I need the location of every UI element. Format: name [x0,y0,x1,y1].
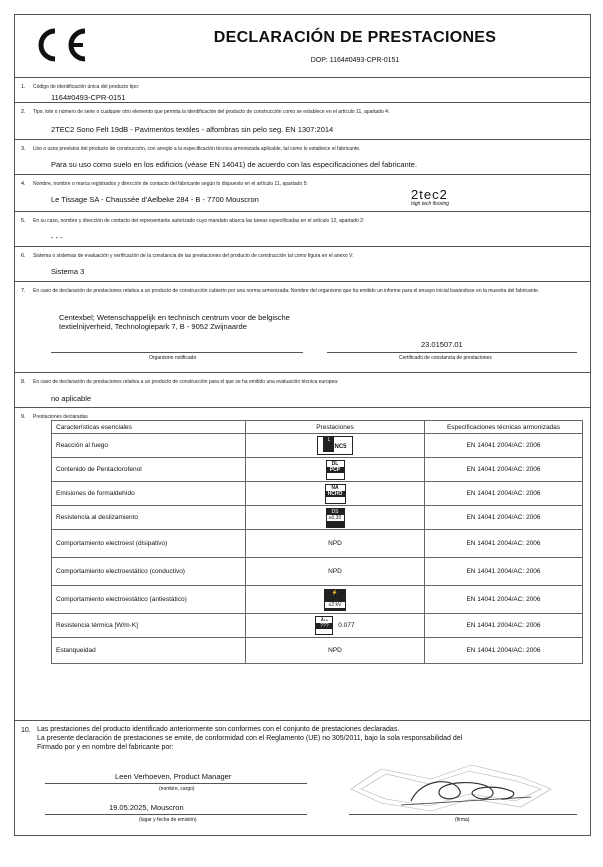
table-row [52,558,583,586]
characteristic: Emisiones de formaldehído [52,482,246,506]
table-header [52,421,583,434]
antistatic-pictogram-icon: ⚡ ≤2 kV [324,589,346,611]
avcp-system: Sistema 3 [51,267,85,276]
section-number: 9. [21,414,26,420]
section-4 [15,175,590,212]
conformity-statement: Las prestaciones del producto identificado anteriormente son conformes con el conjunto de prestaciones declaradas. [37,726,400,733]
signature-stamp-icon [341,759,561,819]
caption-place-date: (lugar y fecha de emisión) [139,817,197,823]
section-label: Nombre, nombre o marca registrados y dirección de contacto del fabricante según lo dispuesto en el artículo 11, apartado 5: [33,181,308,187]
formaldehyde-pictogram-icon [325,484,346,504]
characteristic: Resistencia al deslizamiento [52,506,246,530]
regulation-statement: La presente declaración de prestaciones se emite, de conformidad con el Reglamento (UE) no 305/2011, bajo la sola responsabilidad del [37,735,463,742]
table-row [52,458,583,482]
characteristic: Estanqueidad [52,638,246,664]
characteristic: Comportamiento electroestático (antiestático) [52,586,246,614]
divider [327,352,577,353]
column-header: Especificaciones técnicas armonizadas [425,421,583,434]
spec-cell: EN 14041 2004/AC: 2006 [425,506,583,530]
divider [51,352,303,353]
spec-cell: EN 14041 2004/AC: 2006 [425,638,583,664]
characteristic: Comportamiento electroest (disipativo) [52,530,246,558]
ce-mark-icon [31,25,91,65]
section-label: Prestaciones declaradas [33,414,88,420]
performance-cell: NPD [246,530,425,558]
table-row [52,586,583,614]
thermal-resistance-pictogram-icon [315,616,333,635]
authorized-representative: - - - [51,233,63,242]
slip-symbol: DS [331,508,339,515]
notified-body-line2: textielnijverheid, Technologiepark 7, B - 9052 Zwijnaarde [59,322,247,331]
performance-cell [246,506,425,530]
section-label: Tipo, lote o número de serie o cualquier otro elemento que permita la identificación del producto de construcción como se establece en el artículo 11, apartado 4: [33,109,390,115]
dop-number: DOP: 1164#0493-CPR-0151 [310,57,400,64]
section-number: 1. [21,84,26,90]
eta-value: no aplicable [51,394,92,403]
certificate-number: 23.01507.01 [421,340,463,349]
fire-class: NC5 [334,444,347,450]
section-2 [15,103,590,140]
pcp-pictogram-icon [326,460,345,480]
signed-by-statement: Firmado por y en nombre del fabricante por: [37,744,174,751]
header [15,15,590,78]
table-row [52,530,583,558]
section-number: 10. [21,727,31,734]
spec-cell: EN 14041 2004/AC: 2006 [425,530,583,558]
section-6 [15,247,590,282]
spec-cell: EN 14041 2004/AC: 2006 [425,586,583,614]
performance-cell [246,482,425,506]
characteristic: Comportamiento electroestático (conductivo) [52,558,246,586]
intended-use: Para su uso como suelo en los edificios (véase EN 14041) de acuerdo con las especificaciones del fabricante. [51,160,418,169]
performance-cell: NPD [246,638,425,664]
signer-name: Leen Verhoeven, Product Manager [115,772,232,781]
hcho-top: NA [331,484,339,491]
caption-signature: (firma) [455,817,470,823]
performance-cell [246,586,425,614]
section-8 [15,373,590,408]
lambda-symbol: λ₁₀ [320,617,328,623]
page-title: DECLARACIÓN DE PRESTACIONES [213,29,497,46]
characteristic: Reacción al fuego [52,434,246,458]
section-number: 4. [21,181,26,187]
section-1 [15,78,590,103]
performance-cell: NPD [246,558,425,586]
brand-logo-tagline: high tech flooring [411,201,450,207]
caption-notified-body: Organismo notificado [149,355,197,361]
lambda-value: ??? [316,623,332,629]
performance-cell [246,458,425,482]
caption-certificate: Certificado de constancia de prestaciones [399,355,492,361]
divider [45,814,307,815]
section-number: 8. [21,379,26,385]
brand-logo [411,187,501,207]
slip-value: ≥0,30 [327,515,344,521]
product-code: 1164#0493-CPR-0151 [51,93,126,102]
fire-class-pictogram-icon [317,436,353,455]
table-row [52,434,583,458]
section-9 [15,408,590,721]
section-number: 6. [21,253,26,259]
spec-cell: EN 14041 2004/AC: 2006 [425,558,583,586]
column-header: Prestaciones [246,421,425,434]
section-label: Uso o usos previstos del producto de construcción, con arreglo a la especificación técnica armonizada aplicable, tal como lo establece el fabricante. [33,146,361,152]
section-label: Sistema o sistemas de evaluación y verificación de la constancia de las prestaciones del producto de construcción tal como figura en el anexo V: [33,253,354,259]
fire-symbol: L [323,437,334,452]
pcp-label: PCP [327,467,344,473]
section-label: En caso de declaración de prestaciones relativa a un producto de construcción cubierto por una norma armonizada: Nombre del organismo que ha emitido un informe para el ensayo inicial basándose en la muestra del fabricante. [33,288,540,294]
caption-name: (nombre, cargo) [159,786,195,792]
slip-resistance-pictogram-icon [326,508,345,528]
section-10 [15,721,590,835]
brand-logo-text: 2tec2 [411,187,448,202]
divider [349,814,577,815]
spec-cell: EN 14041 2004/AC: 2006 [425,434,583,458]
spec-cell: EN 14041 2004/AC: 2006 [425,614,583,638]
pcp-top: DL [331,460,339,467]
spec-cell: EN 14041 2004/AC: 2006 [425,458,583,482]
table-row [52,482,583,506]
performance-table [51,420,583,664]
section-7 [15,282,590,373]
characteristic: Resistencia térmica [W/m·K] [52,614,246,638]
section-number: 5. [21,218,26,224]
place-date: 19.05.2025, Mouscron [109,803,184,812]
manufacturer-address: Le Tissage SA - Chaussée d'Aelbeke 284 - B - 7700 Mouscron [51,195,259,204]
performance-cell [246,434,425,458]
product-type: 2TEC2 Sono Felt 19dB - Pavimentos textiles - alfombras sin pelo seg. EN 1307:2014 [51,125,334,134]
section-label: Código de identificación única del producto tipo: [33,84,140,90]
section-number: 3. [21,146,26,152]
table-row [52,614,583,638]
spec-cell: EN 14041 2004/AC: 2006 [425,482,583,506]
hcho-label: HCHO [326,491,345,497]
column-header: Características esenciales [52,421,246,434]
section-number: 7. [21,288,26,294]
divider [45,783,307,784]
performance-cell [246,614,425,638]
table-row [52,506,583,530]
characteristic: Contenido de Pentaclorofenol [52,458,246,482]
thermal-value: 0.077 [338,622,355,630]
section-5 [15,212,590,247]
notified-body-line1: Centexbel; Wetenschappelijk en technisch centrum voor de belgische [59,313,290,322]
antistatic-value: ≤2 kV [325,602,345,608]
section-label: En su caso, nombre y dirección de contacto del representante autorizado cuyo mandato abarca las tareas especificadas en el artículo 12, apartado 2: [33,218,365,224]
declaration-page [14,14,591,836]
section-number: 2. [21,109,26,115]
table-row [52,638,583,664]
section-label: En caso de declaración de prestaciones relativa a un producto de construcción para el que se ha emitido una evaluación técnica europea: [33,379,339,385]
section-3 [15,140,590,175]
